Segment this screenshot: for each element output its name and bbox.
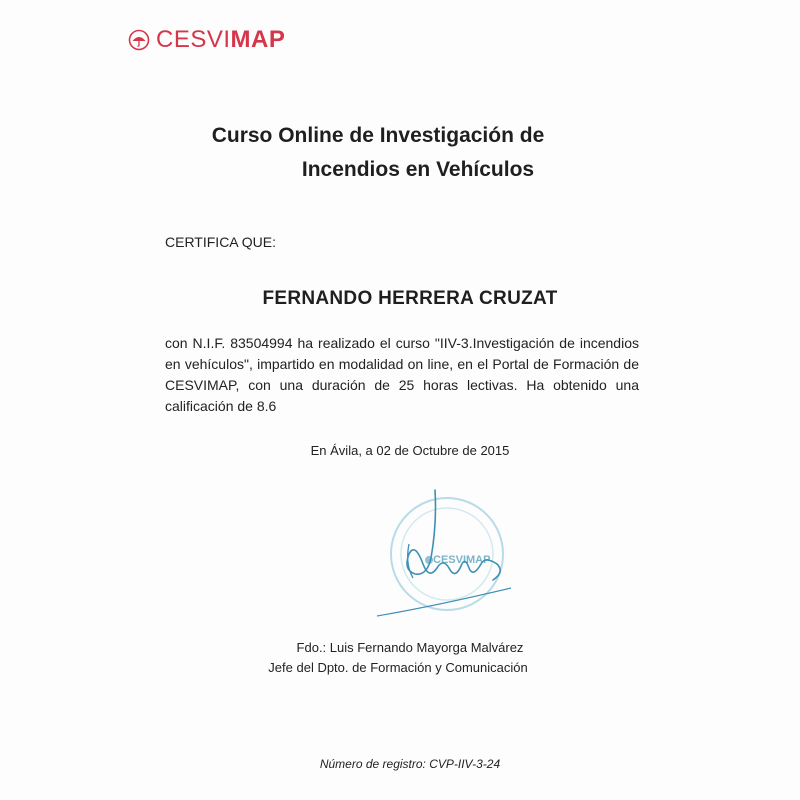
signed-by: Fdo.: Luis Fernando Mayorga Malvárez	[296, 640, 524, 655]
certificate-body: con N.I.F. 83504994 ha realizado el curso "IIV-3.Investigación de incendios en vehículos", impartido en modalidad on line, en el Portal de Formación de CESVIMAP, con una duración de 25 horas lectivas. Ha obtenido una calificación de 8.6	[165, 335, 639, 414]
cesvimap-logo	[128, 27, 285, 53]
registration-number: Número de registro: CVP-IIV-3-24	[319, 757, 501, 771]
certifies-label: CERTIFICA QUE:	[165, 234, 276, 250]
signature-stamp	[365, 484, 515, 624]
logo-wordmark-light: CESVI	[156, 26, 231, 53]
course-title-line-1: Curso Online de Investigación de	[211, 124, 545, 147]
cesvimap-umbrella-logo-icon	[128, 29, 150, 51]
logo-wordmark	[156, 28, 285, 52]
course-title-line-2: Incendios en Vehículos	[301, 158, 535, 181]
stamp-text: CESVIMAP	[433, 554, 491, 566]
recipient-name: FERNANDO HERRERA CRUZAT	[262, 288, 558, 309]
logo-wordmark-bold: MAP	[230, 26, 286, 53]
issue-date: En Ávila, a 02 de Octubre de 2015	[310, 443, 510, 458]
signer-position: Jefe del Dpto. de Formación y Comunicación	[268, 660, 528, 675]
